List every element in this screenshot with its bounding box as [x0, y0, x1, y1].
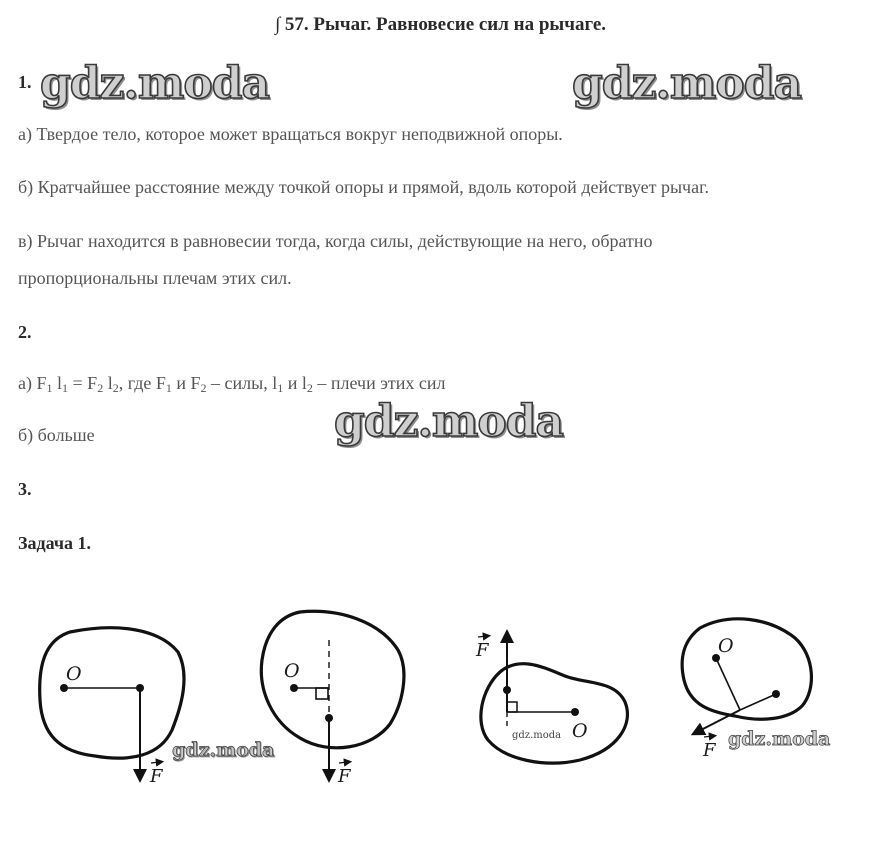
page-title: ∫ 57. Рычаг. Равновесие сил на рычаге.: [274, 14, 607, 35]
watermark: gdz.moda: [172, 739, 275, 761]
force-label: F: [703, 740, 716, 761]
task-label: Задача 1.: [18, 533, 92, 553]
force-label: F: [476, 640, 489, 661]
figure-2: [261, 611, 404, 787]
pivot-label: O: [284, 660, 300, 682]
watermark: gdz.moda: [728, 728, 831, 750]
figure-1: [40, 628, 184, 787]
answer-2a: а) $F_1$ $l_1 = F_2$ $l_2$, где $F_1$ и $F_2$ – силы, $l_1$ и $l_2$ – плечи этих сил: [18, 373, 446, 395]
answer-1c-line2: пропорциональны плечам этих сил.: [18, 268, 292, 288]
pivot-label: O: [572, 720, 588, 742]
watermark: gdz.moda: [572, 58, 802, 109]
answer-1c-line1: в) Рычаг находится в равновесии тогда, когда силы, действующие на него, обратно: [18, 231, 653, 251]
answer-1a: а) Твердое тело, которое может вращаться вокруг неподвижной опоры.: [18, 124, 563, 144]
section-1-number: 1.: [18, 72, 32, 92]
answer-1b: б) Кратчайшее расстояние между точкой опоры и прямой, вдоль которой действует рычаг.: [18, 177, 709, 197]
section-3-number: 3.: [18, 479, 32, 499]
watermark: gdz.moda: [512, 730, 562, 741]
answer-2b: б) больше: [18, 425, 95, 445]
force-label: F: [338, 766, 351, 787]
figure-3: [475, 636, 627, 763]
pivot-label: O: [718, 635, 734, 657]
section-2-number: 2.: [18, 322, 32, 342]
pivot-label: O: [66, 663, 82, 685]
watermark: gdz.moda: [334, 396, 564, 447]
force-label: F: [150, 766, 163, 787]
watermark: gdz.moda: [40, 58, 270, 109]
